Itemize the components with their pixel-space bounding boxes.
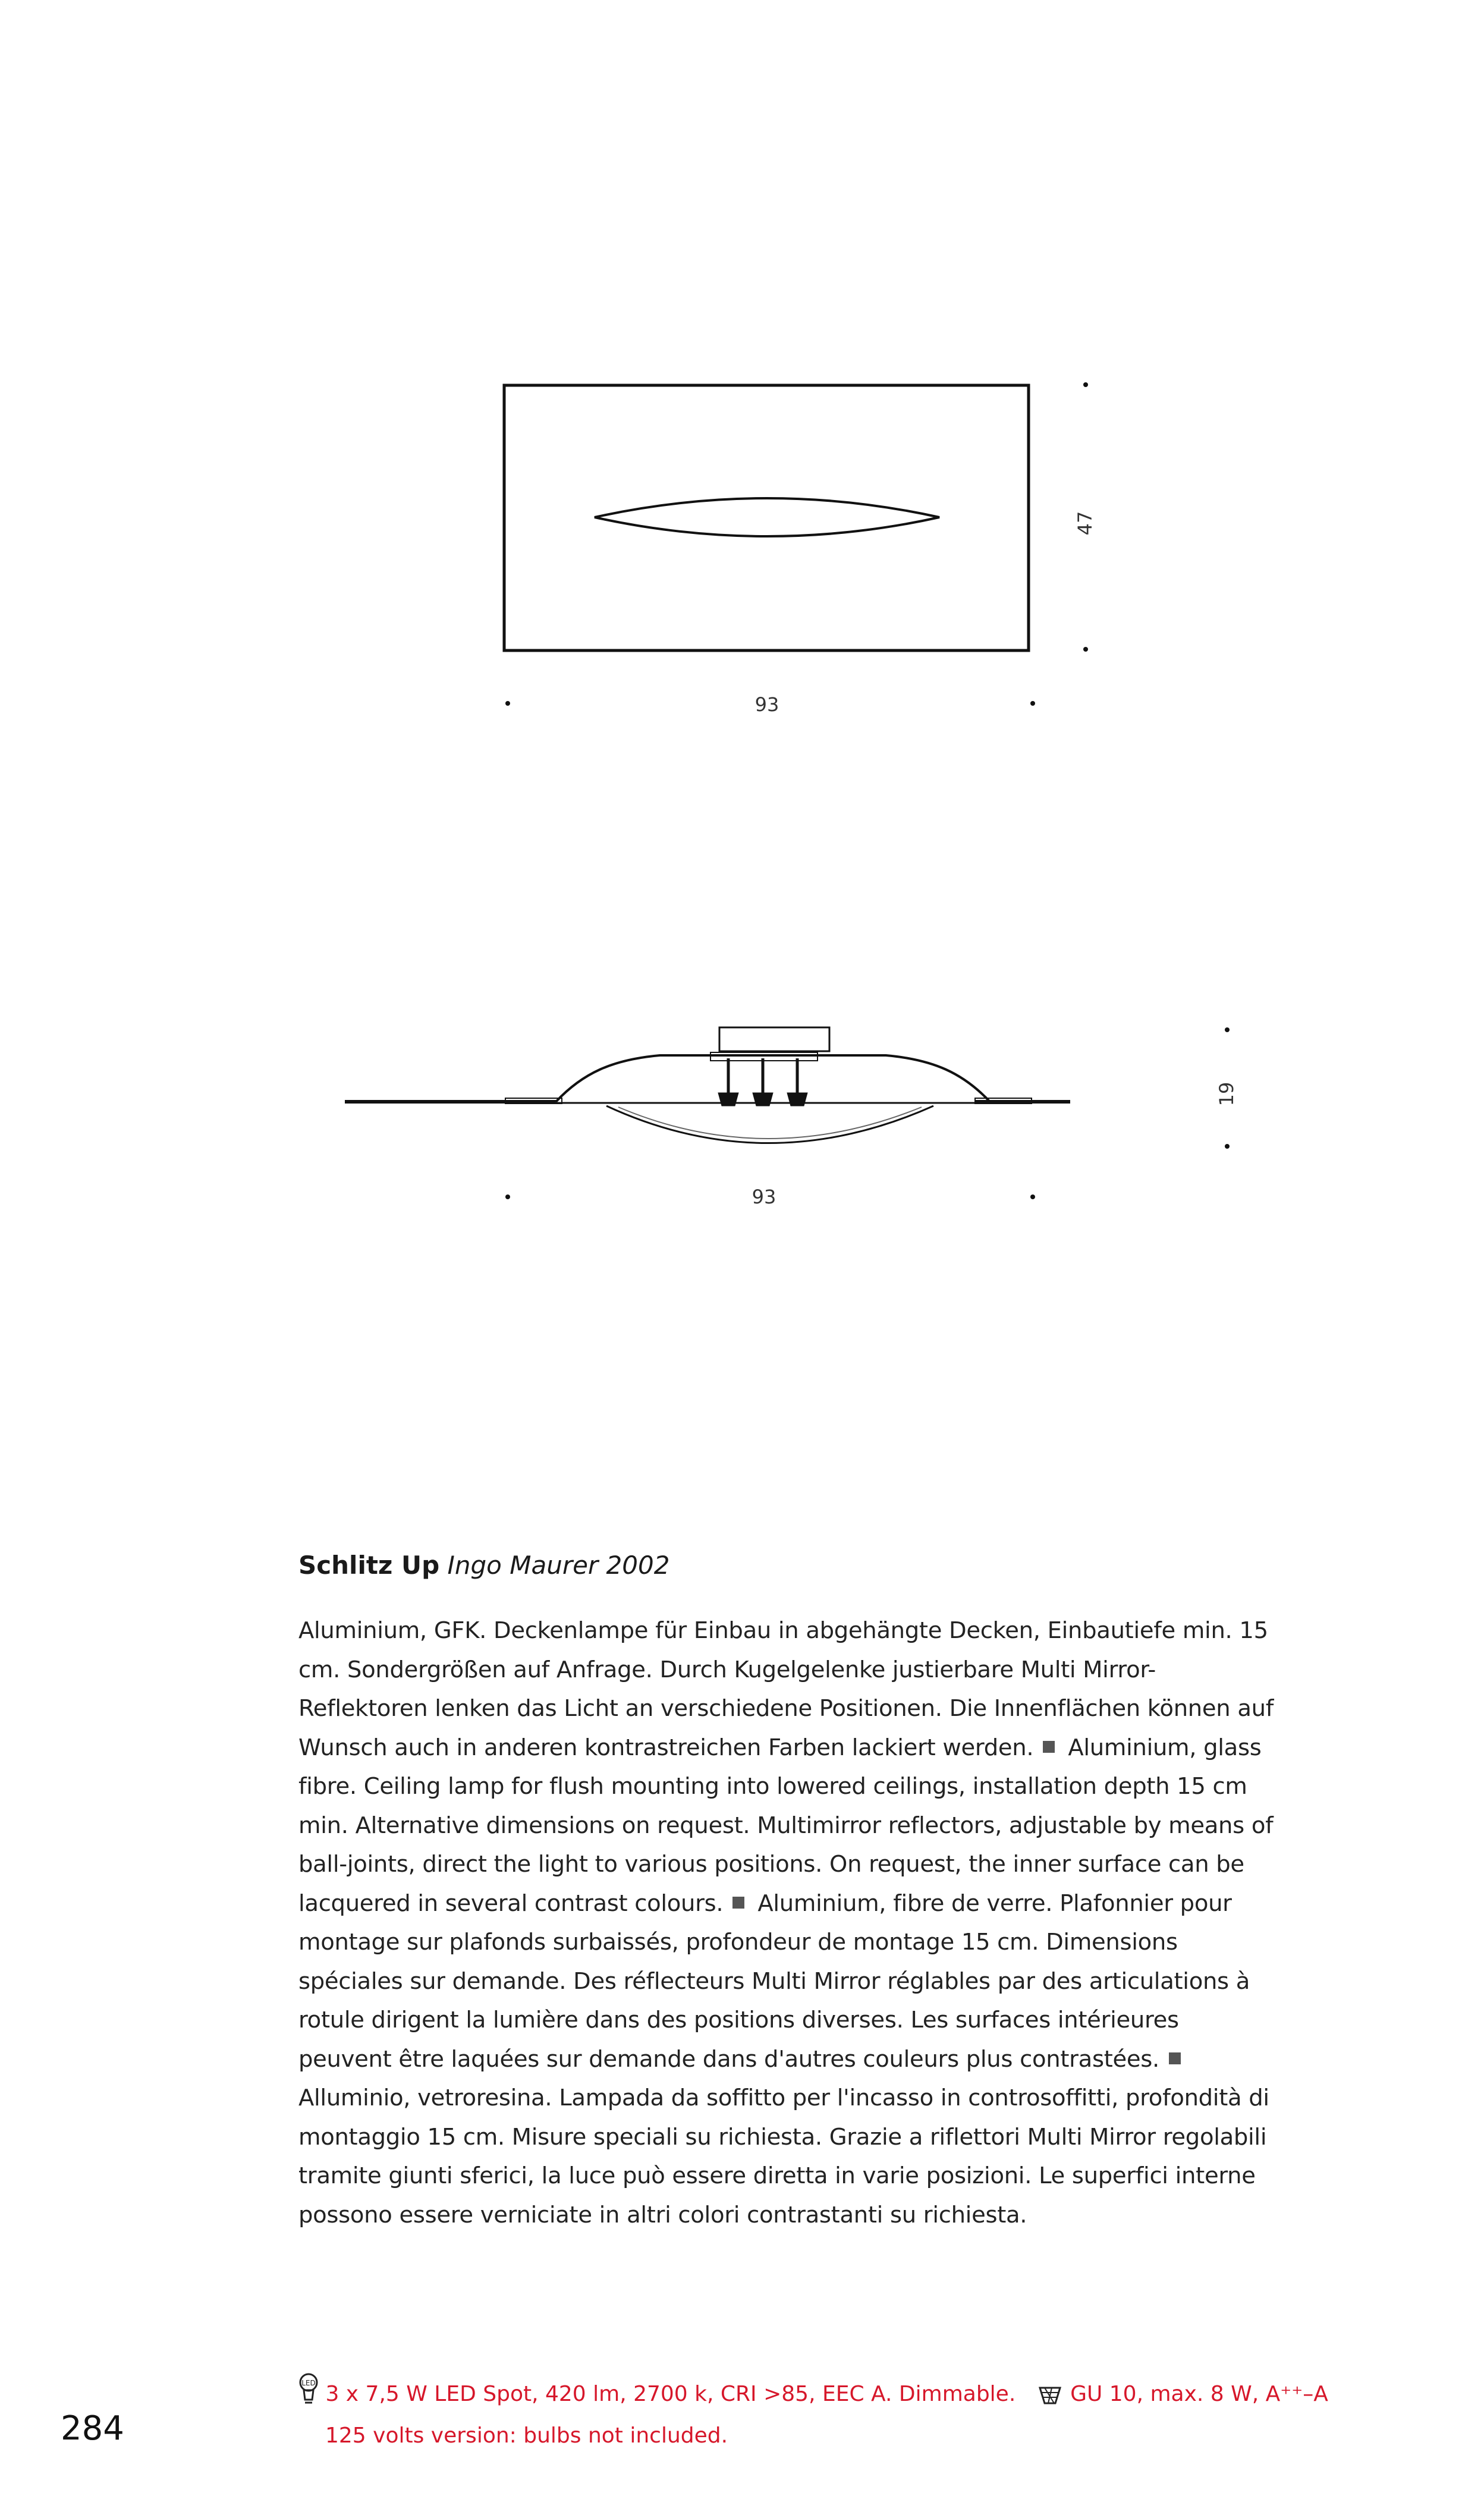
- description-en: Aluminium, glass fibre. Ceiling lamp for flush mounting into lowered ceilings, installation depth 15 cm min. Alternative dimensions on request. Multimirror reflectors, adjustable by means of ball-joints, direct the light to various positions. On request, the inner surface can be lacquered in several contrast colours.: [298, 1734, 1274, 1917]
- led-spec: 3 x 7,5 W LED Spot, 420 lm, 2700 k, CRI >85, EEC A. Dimmable.: [325, 2382, 1016, 2406]
- dimension-dot: [1225, 1144, 1230, 1149]
- dimension-dot: [1083, 382, 1088, 387]
- specs-line-1: [298, 2372, 1328, 2415]
- top-width-label: 93: [754, 693, 779, 716]
- product-description: [298, 1611, 1274, 2234]
- socket-spec: GU 10, max. 8 W, A⁺⁺–A: [1070, 2382, 1328, 2406]
- page-number: 284: [61, 2409, 124, 2448]
- svg-text:LED: LED: [301, 2379, 316, 2387]
- dimension-dot: [505, 1194, 510, 1199]
- spot-joints: [710, 1052, 818, 1106]
- top-height-label: 47: [1074, 511, 1096, 536]
- side-height-label: 19: [1215, 1082, 1238, 1106]
- dimension-dot: [1083, 647, 1088, 652]
- top-view-drawing: [504, 382, 1096, 716]
- halogen-lamp-icon: [1036, 2379, 1064, 2407]
- technical-specs: [298, 2372, 1328, 2457]
- separator-square-icon: [1043, 1741, 1055, 1753]
- dimension-dot: [1030, 1194, 1035, 1199]
- product-title: [298, 1551, 1274, 1580]
- dimension-dot: [1225, 1027, 1230, 1032]
- product-designer: Ingo Maurer 2002: [447, 1551, 670, 1580]
- dimension-dot: [1030, 701, 1035, 706]
- top-view-outline: [504, 385, 1029, 650]
- slit-opening: [595, 498, 939, 536]
- description-it: Alluminio, vetroresina. Lampada da soffitto per l'incasso in controsoffitti, profondità di montaggio 15 cm. Misure speciali su richiesta. Grazie a riflettori Multi Mirror regolabili tramite giunti sferici, la luce può essere diretta in varie posizioni. Le superfici interne possono essere verniciate in altri colori contrastanti su richiesta.: [298, 2085, 1269, 2228]
- separator-square-icon: [1169, 2052, 1181, 2064]
- volts-note: 125 volts version: bulbs not included.: [325, 2423, 728, 2448]
- side-view-drawing: [345, 1027, 1238, 1208]
- dimension-dot: [505, 701, 510, 706]
- separator-square-icon: [732, 1897, 744, 1909]
- description-de: Aluminium, GFK. Deckenlampe für Einbau in abgehängte Decken, Einbautiefe min. 15 cm. Sondergrößen auf Anfrage. Durch Kugelgelenke justierbare Multi Mirror-Reflektoren lenken das Licht an verschiedene Positionen. Die Innenflächen können auf Wunsch auch in anderen kontrastreichen Farben lackiert werden.: [298, 1617, 1274, 1761]
- transformer-box: [719, 1027, 829, 1051]
- housing-dome: [556, 1055, 990, 1102]
- product-name: Schlitz Up: [298, 1551, 440, 1580]
- reflector-curve-inner: [618, 1107, 922, 1139]
- led-bulb-icon: [298, 2372, 319, 2407]
- description-fr: Aluminium, fibre de verre. Plafonnier pour montage sur plafonds surbaissés, profondeur de montage 15 cm. Dimensions spéciales sur demande. Des réflecteurs Multi Mirror réglables par des articulations à rotule dirigent la lumière dans des positions diverses. Les surfaces intérieures peuvent être laquées sur demande dans d'autres couleurs plus contrastées.: [298, 1890, 1250, 2073]
- side-width-label: 93: [752, 1186, 776, 1208]
- reflector-curve: [606, 1106, 933, 1143]
